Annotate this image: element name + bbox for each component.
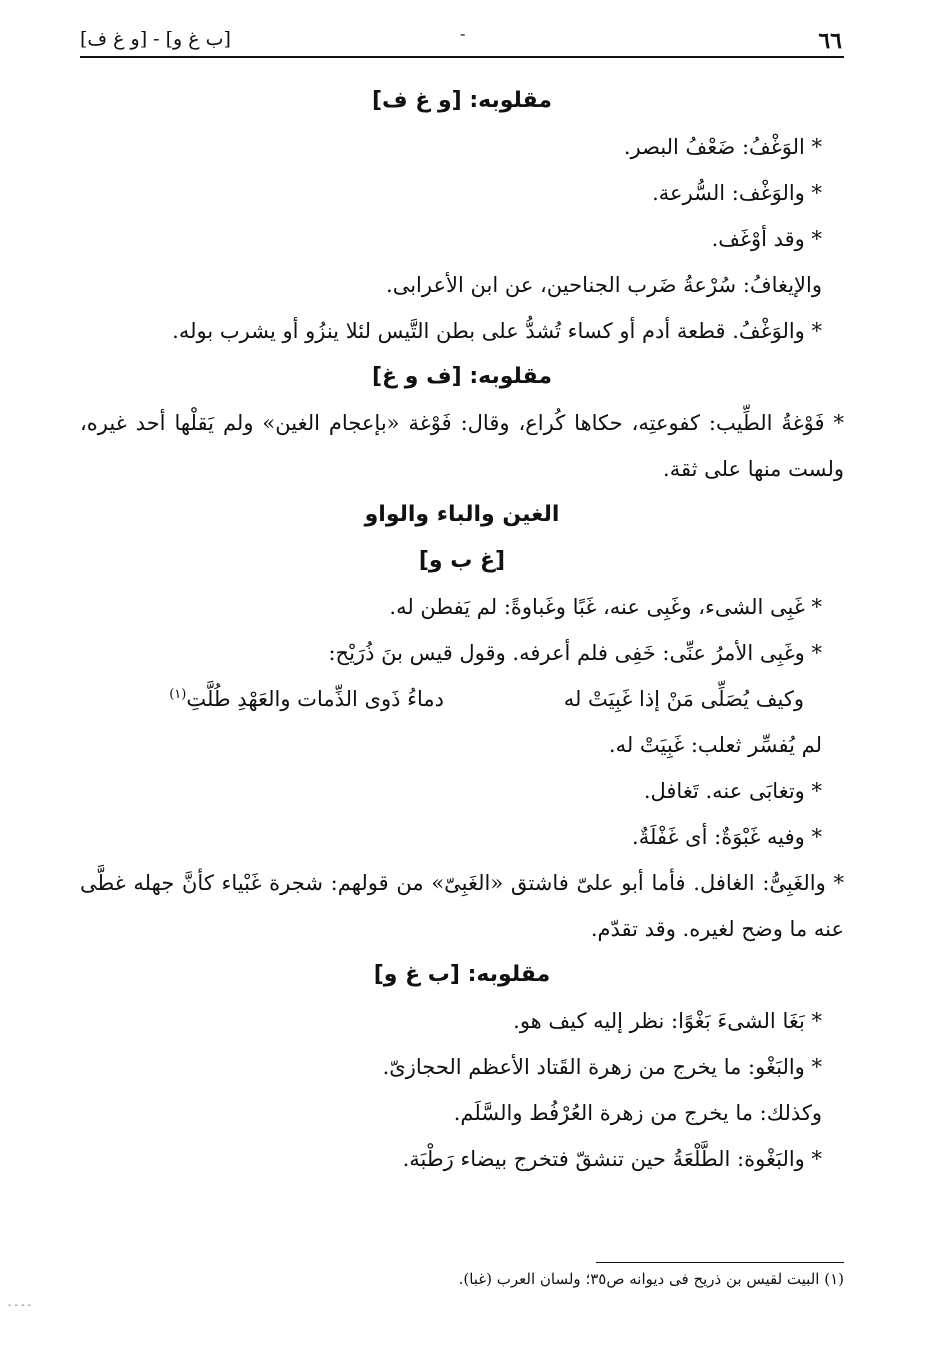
entry-line: * الوَغْفُ: ضَعْفُ البصر.	[623, 135, 822, 159]
entry-paragraph: * والغَبِىُّ: الغافل. فأما أبو علىّ فاشتق «الغَبِىّ» من قولهم: شجرة غَبْياء كأنَّ جهله غطَّى عنه ما وضح لغيره. وقد تقدّم.	[80, 871, 844, 941]
subheading-inverse-bghw: مقلوبه: [ب غ و]	[373, 962, 551, 987]
running-header	[80, 20, 844, 58]
entry-line: * وتغابَى عنه. تَغافل.	[643, 779, 822, 803]
verse-first-hemistich: وكيف يُصَلِّى مَنْ إذا غَبِيَتْ له	[563, 687, 804, 711]
entry-line: * غَبِى الشىء، وغَبِى عنه، غَبًا وغَباوةً: لم يَفطن له.	[389, 595, 822, 619]
entry-line: والإيغافُ: سُرْعةُ ضَرب الجناحين، عن ابن الأعرابى.	[386, 273, 822, 297]
footnote-marker: (١)	[169, 687, 187, 702]
main-text	[80, 78, 844, 1182]
section-title: الغين والباء والواو	[364, 502, 560, 527]
root-heading-ghbw: [غ ب و]	[418, 548, 506, 573]
footnote: (١) البيت لقيس بن ذريح فى ديوانه ص٣٥؛ ولسان العرب (غبا).	[458, 1270, 844, 1288]
verse-second-hemistich-text: دماءُ ذَوى الذِّمات والعَهْدِ طُلَّتِ	[186, 687, 444, 711]
page-number: ٦٦	[818, 28, 842, 54]
footnote-divider	[596, 1262, 844, 1263]
entry-line: * وغَبِى الأمرُ عنِّى: خَفِى فلم أعرفه. وقول قيس بنَ ذُرَيْح:	[328, 641, 822, 665]
verse-second-hemistich	[169, 676, 444, 722]
header-entry-reference: [و غ ف] - [ب غ و]	[80, 28, 231, 50]
entry-line: * والوَغْفُ. قطعة أدم أو كساء تُشدُّ على بطن التَّيس لئلا ينزُو أو يشرب بوله.	[172, 319, 822, 343]
entry-line: * وفيه غَبْوَةٌ: أى غَفْلَةٌ.	[632, 825, 822, 849]
entry-line: لم يُفسِّر ثعلب: غَبِيَتْ له.	[608, 733, 822, 757]
entry-line: * وقد أوْغَف.	[711, 227, 822, 251]
entry-line: * والوَغْف: السُّرعة.	[652, 181, 822, 205]
entry-paragraph: * فَوْغةُ الطِّيب: كفوعتِه، حكاها كُراع، وقال: فَوْغة «بإعجام الغين» ولم يَقلْها أحد غيره، ولست منها على ثقة.	[80, 411, 844, 481]
entry-line: وكذلك: ما يخرج من زهرة العُرْفُط والسَّلَم.	[453, 1101, 822, 1125]
subheading-inverse-wghf: مقلوبه: [و غ ف]	[372, 88, 552, 113]
header-mark: -	[460, 24, 466, 43]
subheading-inverse-fwgh: مقلوبه: [ف و غ]	[372, 364, 552, 389]
entry-line: * والبَغْو: ما يخرج من زهرة القَتاد الأعظم الحجازىّ.	[382, 1055, 822, 1079]
entry-line: * بَغَا الشىءَ بَغْوًا: نظر إليه كيف هو.	[513, 1009, 822, 1033]
poem-verse	[80, 676, 844, 722]
entry-line: * والبَغْوة: الطَّلْعَةُ حين تنشقّ فتخرج بيضاء رَطْبَة.	[402, 1147, 822, 1171]
margin-marks: - - - -	[8, 1300, 32, 1311]
